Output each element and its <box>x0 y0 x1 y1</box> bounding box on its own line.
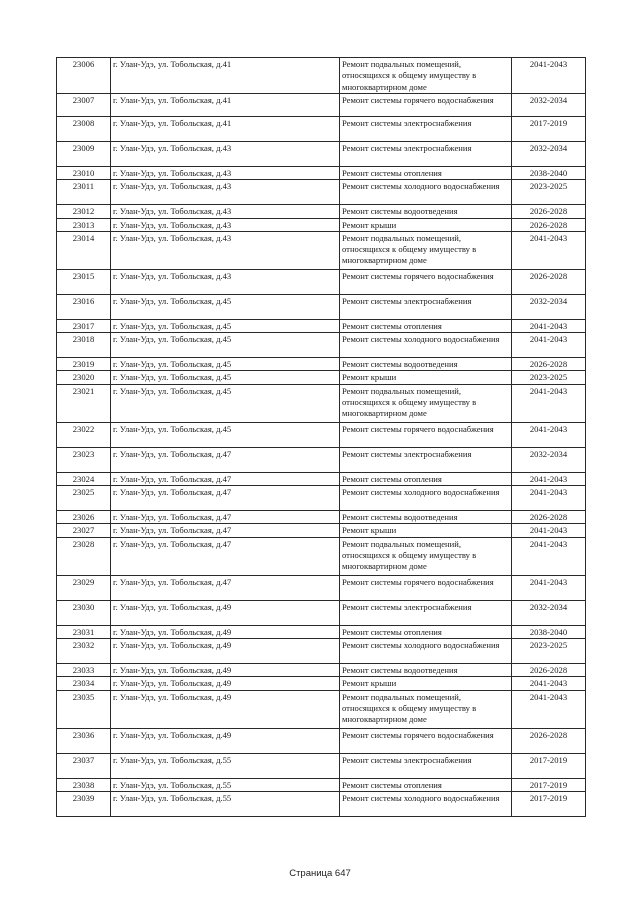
table-row <box>57 142 586 167</box>
cell-work: Ремонт системы водоотведения <box>340 663 512 676</box>
cell-id: 23018 <box>57 333 111 358</box>
cell-work: Ремонт системы водоотведения <box>340 511 512 524</box>
cell-work: Ремонт системы холодного водоснабжения <box>340 791 512 816</box>
cell-work: Ремонт системы водоотведения <box>340 205 512 218</box>
table-row <box>57 791 586 816</box>
cell-period: 2026-2028 <box>512 218 586 231</box>
cell-address: г. Улан-Удэ, ул. Тобольская, д.49 <box>111 677 340 690</box>
cell-id: 23011 <box>57 180 111 205</box>
cell-address: г. Улан-Удэ, ул. Тобольская, д.47 <box>111 486 340 511</box>
cell-address: г. Улан-Удэ, ул. Тобольская, д.45 <box>111 371 340 384</box>
cell-address: г. Улан-Удэ, ул. Тобольская, д.45 <box>111 384 340 422</box>
table-row <box>57 269 586 294</box>
cell-address: г. Улан-Удэ, ул. Тобольская, д.43 <box>111 269 340 294</box>
cell-id: 23017 <box>57 319 111 332</box>
cell-id: 23031 <box>57 625 111 638</box>
cell-period: 2026-2028 <box>512 358 586 371</box>
cell-period: 2041-2043 <box>512 524 586 537</box>
table-row <box>57 205 586 218</box>
cell-work: Ремонт системы горячего водоснабжения <box>340 94 512 117</box>
table-row <box>57 371 586 384</box>
cell-id: 23027 <box>57 524 111 537</box>
cell-work: Ремонт крыши <box>340 371 512 384</box>
cell-id: 23038 <box>57 778 111 791</box>
cell-id: 23030 <box>57 600 111 625</box>
page-number: Страница 647 <box>289 868 351 879</box>
cell-address: г. Улан-Удэ, ул. Тобольская, д.47 <box>111 511 340 524</box>
cell-address: г. Улан-Удэ, ул. Тобольская, д.43 <box>111 218 340 231</box>
table-row <box>57 231 586 269</box>
cell-id: 23037 <box>57 753 111 778</box>
cell-work: Ремонт подвальных помещений, относящихся к общему имуществу в многоквартирном доме <box>340 231 512 269</box>
table-row <box>57 663 586 676</box>
cell-work: Ремонт системы отопления <box>340 319 512 332</box>
cell-id: 23006 <box>57 58 111 94</box>
cell-work: Ремонт системы горячего водоснабжения <box>340 575 512 600</box>
cell-address: г. Улан-Удэ, ул. Тобольская, д.55 <box>111 753 340 778</box>
cell-address: г. Улан-Удэ, ул. Тобольская, д.45 <box>111 319 340 332</box>
cell-period: 2026-2028 <box>512 205 586 218</box>
cell-period: 2041-2043 <box>512 690 586 728</box>
cell-id: 23036 <box>57 728 111 753</box>
cell-work: Ремонт подвальных помещений, относящихся к общему имуществу в многоквартирном доме <box>340 58 512 94</box>
table-row <box>57 511 586 524</box>
cell-work: Ремонт системы горячего водоснабжения <box>340 422 512 447</box>
cell-period: 2032-2034 <box>512 294 586 319</box>
cell-address: г. Улан-Удэ, ул. Тобольская, д.45 <box>111 333 340 358</box>
table-row <box>57 333 586 358</box>
cell-address: г. Улан-Удэ, ул. Тобольская, д.55 <box>111 778 340 791</box>
cell-id: 23025 <box>57 486 111 511</box>
cell-id: 23028 <box>57 537 111 575</box>
table-row <box>57 690 586 728</box>
cell-period: 2023-2025 <box>512 180 586 205</box>
cell-work: Ремонт системы отопления <box>340 167 512 180</box>
table-row <box>57 294 586 319</box>
cell-work: Ремонт системы отопления <box>340 472 512 485</box>
cell-id: 23020 <box>57 371 111 384</box>
cell-work: Ремонт системы электроснабжения <box>340 142 512 167</box>
cell-id: 23016 <box>57 294 111 319</box>
cell-id: 23026 <box>57 511 111 524</box>
cell-address: г. Улан-Удэ, ул. Тобольская, д.43 <box>111 180 340 205</box>
cell-period: 2038-2040 <box>512 625 586 638</box>
cell-id: 23014 <box>57 231 111 269</box>
cell-work: Ремонт системы холодного водоснабжения <box>340 486 512 511</box>
cell-address: г. Улан-Удэ, ул. Тобольская, д.49 <box>111 638 340 663</box>
cell-period: 2026-2028 <box>512 663 586 676</box>
cell-period: 2041-2043 <box>512 575 586 600</box>
cell-period: 2041-2043 <box>512 384 586 422</box>
cell-id: 23010 <box>57 167 111 180</box>
cell-period: 2017-2019 <box>512 778 586 791</box>
cell-address: г. Улан-Удэ, ул. Тобольская, д.55 <box>111 791 340 816</box>
cell-id: 23007 <box>57 94 111 117</box>
cell-period: 2032-2034 <box>512 142 586 167</box>
cell-period: 2017-2019 <box>512 117 586 142</box>
table-row <box>57 486 586 511</box>
table-row <box>57 728 586 753</box>
cell-address: г. Улан-Удэ, ул. Тобольская, д.47 <box>111 447 340 472</box>
cell-period: 2041-2043 <box>512 231 586 269</box>
table-row <box>57 524 586 537</box>
cell-period: 2041-2043 <box>512 58 586 94</box>
cell-work: Ремонт системы электроснабжения <box>340 447 512 472</box>
cell-id: 23021 <box>57 384 111 422</box>
cell-period: 2032-2034 <box>512 94 586 117</box>
table-row <box>57 358 586 371</box>
table-row <box>57 319 586 332</box>
cell-period: 2026-2028 <box>512 728 586 753</box>
table-row <box>57 117 586 142</box>
cell-id: 23009 <box>57 142 111 167</box>
cell-address: г. Улан-Удэ, ул. Тобольская, д.47 <box>111 537 340 575</box>
cell-id: 23033 <box>57 663 111 676</box>
cell-period: 2032-2034 <box>512 600 586 625</box>
cell-period: 2041-2043 <box>512 537 586 575</box>
table-row <box>57 94 586 117</box>
cell-period: 2026-2028 <box>512 511 586 524</box>
cell-work: Ремонт системы холодного водоснабжения <box>340 180 512 205</box>
cell-id: 23012 <box>57 205 111 218</box>
table-row <box>57 778 586 791</box>
table-row <box>57 447 586 472</box>
cell-address: г. Улан-Удэ, ул. Тобольская, д.49 <box>111 663 340 676</box>
cell-period: 2017-2019 <box>512 791 586 816</box>
cell-period: 2041-2043 <box>512 422 586 447</box>
cell-period: 2041-2043 <box>512 486 586 511</box>
table-row <box>57 638 586 663</box>
cell-work: Ремонт подвальных помещений, относящихся к общему имуществу в многоквартирном доме <box>340 690 512 728</box>
cell-address: г. Улан-Удэ, ул. Тобольская, д.45 <box>111 358 340 371</box>
cell-address: г. Улан-Удэ, ул. Тобольская, д.49 <box>111 600 340 625</box>
cell-address: г. Улан-Удэ, ул. Тобольская, д.41 <box>111 58 340 94</box>
works-table-body <box>57 58 586 817</box>
cell-address: г. Улан-Удэ, ул. Тобольская, д.45 <box>111 294 340 319</box>
cell-id: 23035 <box>57 690 111 728</box>
table-row <box>57 218 586 231</box>
cell-period: 2017-2019 <box>512 753 586 778</box>
cell-work: Ремонт крыши <box>340 677 512 690</box>
table-row <box>57 472 586 485</box>
cell-address: г. Улан-Удэ, ул. Тобольская, д.43 <box>111 205 340 218</box>
cell-id: 23034 <box>57 677 111 690</box>
cell-work: Ремонт системы электроснабжения <box>340 117 512 142</box>
cell-work: Ремонт подвальных помещений, относящихся к общему имуществу в многоквартирном доме <box>340 384 512 422</box>
cell-address: г. Улан-Удэ, ул. Тобольская, д.43 <box>111 231 340 269</box>
cell-id: 23019 <box>57 358 111 371</box>
cell-work: Ремонт подвальных помещений, относящихся к общему имуществу в многоквартирном доме <box>340 537 512 575</box>
cell-period: 2041-2043 <box>512 333 586 358</box>
cell-address: г. Улан-Удэ, ул. Тобольская, д.47 <box>111 472 340 485</box>
cell-id: 23022 <box>57 422 111 447</box>
cell-id: 23013 <box>57 218 111 231</box>
works-table <box>56 57 586 817</box>
cell-period: 2023-2025 <box>512 638 586 663</box>
table-row <box>57 384 586 422</box>
table-row <box>57 625 586 638</box>
cell-address: г. Улан-Удэ, ул. Тобольская, д.49 <box>111 690 340 728</box>
cell-id: 23024 <box>57 472 111 485</box>
cell-period: 2023-2025 <box>512 371 586 384</box>
table-row <box>57 753 586 778</box>
cell-work: Ремонт системы электроснабжения <box>340 600 512 625</box>
cell-address: г. Улан-Удэ, ул. Тобольская, д.43 <box>111 167 340 180</box>
cell-period: 2041-2043 <box>512 319 586 332</box>
cell-address: г. Улан-Удэ, ул. Тобольская, д.43 <box>111 142 340 167</box>
cell-id: 23015 <box>57 269 111 294</box>
cell-period: 2041-2043 <box>512 677 586 690</box>
cell-address: г. Улан-Удэ, ул. Тобольская, д.47 <box>111 524 340 537</box>
cell-period: 2038-2040 <box>512 167 586 180</box>
table-row <box>57 575 586 600</box>
cell-address: г. Улан-Удэ, ул. Тобольская, д.41 <box>111 117 340 142</box>
table-row <box>57 167 586 180</box>
cell-work: Ремонт крыши <box>340 218 512 231</box>
cell-work: Ремонт системы горячего водоснабжения <box>340 269 512 294</box>
cell-address: г. Улан-Удэ, ул. Тобольская, д.49 <box>111 728 340 753</box>
table-row <box>57 537 586 575</box>
cell-address: г. Улан-Удэ, ул. Тобольская, д.49 <box>111 625 340 638</box>
cell-work: Ремонт крыши <box>340 524 512 537</box>
table-row <box>57 180 586 205</box>
cell-work: Ремонт системы электроснабжения <box>340 294 512 319</box>
cell-period: 2026-2028 <box>512 269 586 294</box>
cell-address: г. Улан-Удэ, ул. Тобольская, д.45 <box>111 422 340 447</box>
cell-period: 2041-2043 <box>512 472 586 485</box>
cell-period: 2032-2034 <box>512 447 586 472</box>
cell-work: Ремонт системы отопления <box>340 625 512 638</box>
cell-work: Ремонт системы горячего водоснабжения <box>340 728 512 753</box>
cell-id: 23023 <box>57 447 111 472</box>
cell-work: Ремонт системы водоотведения <box>340 358 512 371</box>
cell-id: 23008 <box>57 117 111 142</box>
cell-work: Ремонт системы отопления <box>340 778 512 791</box>
cell-id: 23039 <box>57 791 111 816</box>
cell-work: Ремонт системы электроснабжения <box>340 753 512 778</box>
table-row <box>57 600 586 625</box>
cell-address: г. Улан-Удэ, ул. Тобольская, д.47 <box>111 575 340 600</box>
table-row <box>57 422 586 447</box>
cell-id: 23029 <box>57 575 111 600</box>
table-row <box>57 677 586 690</box>
cell-id: 23032 <box>57 638 111 663</box>
cell-address: г. Улан-Удэ, ул. Тобольская, д.41 <box>111 94 340 117</box>
cell-work: Ремонт системы холодного водоснабжения <box>340 333 512 358</box>
table-row <box>57 58 586 94</box>
cell-work: Ремонт системы холодного водоснабжения <box>340 638 512 663</box>
